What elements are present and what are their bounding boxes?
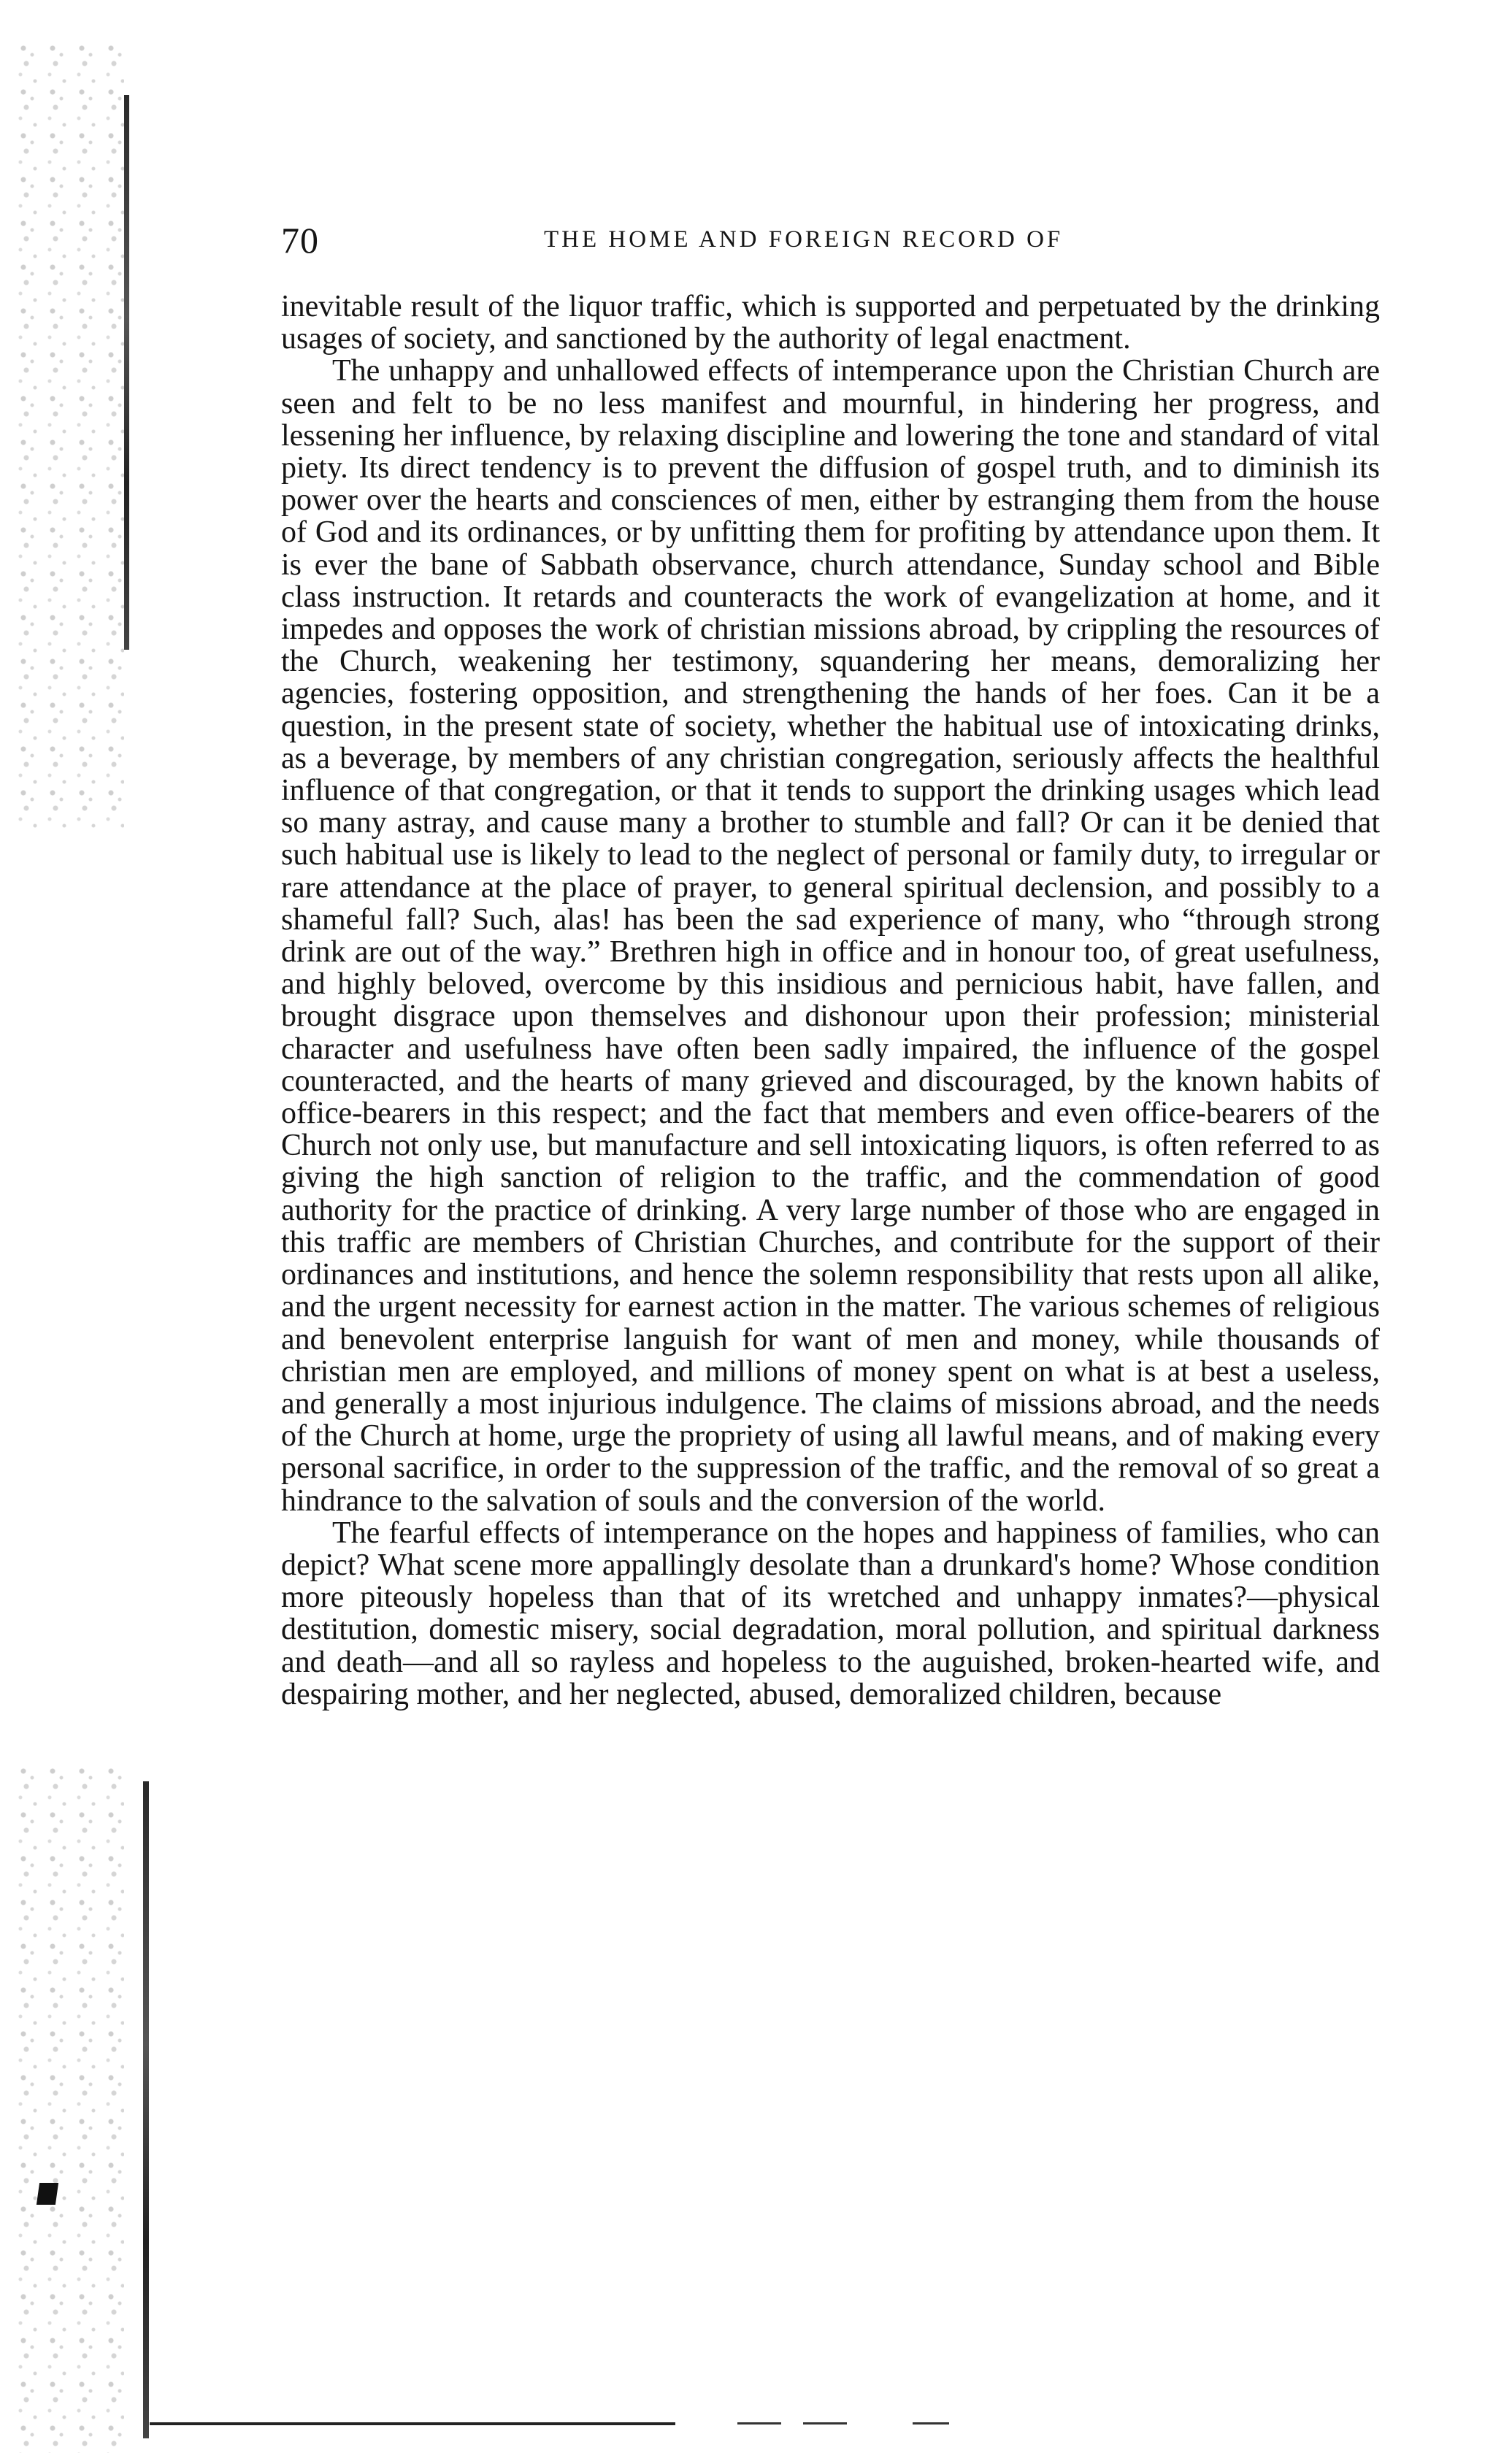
binding-ink-mark (37, 2183, 58, 2205)
bottom-rule-dash (803, 2422, 847, 2424)
binding-edge-line-lower (143, 1781, 149, 2438)
binding-edge-speckle (15, 44, 124, 832)
page-number: 70 (281, 220, 319, 261)
page-header (281, 219, 1376, 263)
binding-edge-speckle-lower (15, 1767, 124, 2453)
paragraph: The fearful effects of intemperance on the hopes and happiness of families, who can depict? What scene more appallingly desolate than a drunkard's home? Whose condition more piteously hopeless than that of its wretched and unhappy inmates?—physical destitution, domestic misery, social degradation, moral pollution, and spiritual darkness and death—and all so rayless and hopeless to the auguished, broken-hearted wife, and despairing mother, and her neglected, abused, demoralized children, because (281, 1516, 1380, 1711)
body-text (281, 291, 1380, 1711)
bottom-rule-dash (913, 2422, 949, 2424)
bottom-rule (150, 2422, 675, 2425)
bottom-rule-dash (737, 2422, 781, 2424)
paragraph: The unhappy and unhallowed effects of intemperance upon the Christian Church are seen and felt to be no less manifest and mournful, in hindering her progress, and lessening her influence, by relaxing discipline and lowering the tone and standard of vital piety. Its direct tendency is to prevent the diffusion of gospel truth, and to diminish its power over the hearts and consciences of men, either by estranging them from the house of God and its ordinances, or by unfitting them for profiting by attendance upon them. It is ever the bane of Sabbath observance, church attendance, Sunday school and Bible class instruction. It retards and counteracts the work of evangelization at home, and it impedes and opposes the work of christian missions abroad, by crippling the resources of the Church, weakening her testimony, squandering her means, demoralizing her agencies, fostering opposition, and strengthening the hands of her foes. Can it be a question, in the present state of society, whether the habitual use of intoxicating drinks, as a beverage, by members of any christian congregation, seriously affects the healthful influence of that congregation, or that it tends to support the drinking usages which lead so many astray, and cause many a brother to stumble and fall? Or can it be denied that such habitual use is likely to lead to the neglect of personal or family duty, to irregular or rare attendance at the place of prayer, to general spiritual declension, and possibly to a shameful fall? Such, alas! has been the sad experience of many, who “through strong drink are out of the way.” Brethren high in office and in honour too, of great usefulness, and highly beloved, overcome by this insidious and pernicious habit, have fallen, and brought disgrace upon themselves and dishonour upon their profession; ministerial character and usefulness have often been sadly impaired, the influence of the gospel counteracted, and the hearts of many grieved and discouraged, by the known habits of office-bearers in this respect; and the fact that members and even office-bearers of the Church not only use, but manufacture and sell intoxicating liquors, is often referred to as giving the high sanction of religion to the traffic, and the commendation of good authority for the practice of drinking. A very large number of those who are engaged in this traffic are members of Christian Churches, and contribute for the support of their ordinances and institutions, and hence the solemn responsibility that rests upon all alike, and the urgent necessity for earnest action in the matter. The various schemes of religious and benevolent enterprise languish for want of men and money, while thousands of christian men are employed, and millions of money spent on what is at best a useless, and generally a most injurious indulgence. The claims of missions abroad, and the needs of the Church at home, urge the propriety of using all lawful means, and of making every personal sacrifice, in order to the suppression of the traffic, and the removal of so great a hindrance to the salvation of souls and the conversion of the world. (281, 354, 1380, 1518)
running-head: THE HOME AND FOREIGN RECORD OF (544, 226, 1064, 253)
paragraph: inevitable result of the liquor traffic, which is supported and perpetuated by the drinking usages of society, and sanctioned by the authority of legal enactment. (281, 290, 1380, 356)
binding-edge-line (124, 95, 129, 650)
